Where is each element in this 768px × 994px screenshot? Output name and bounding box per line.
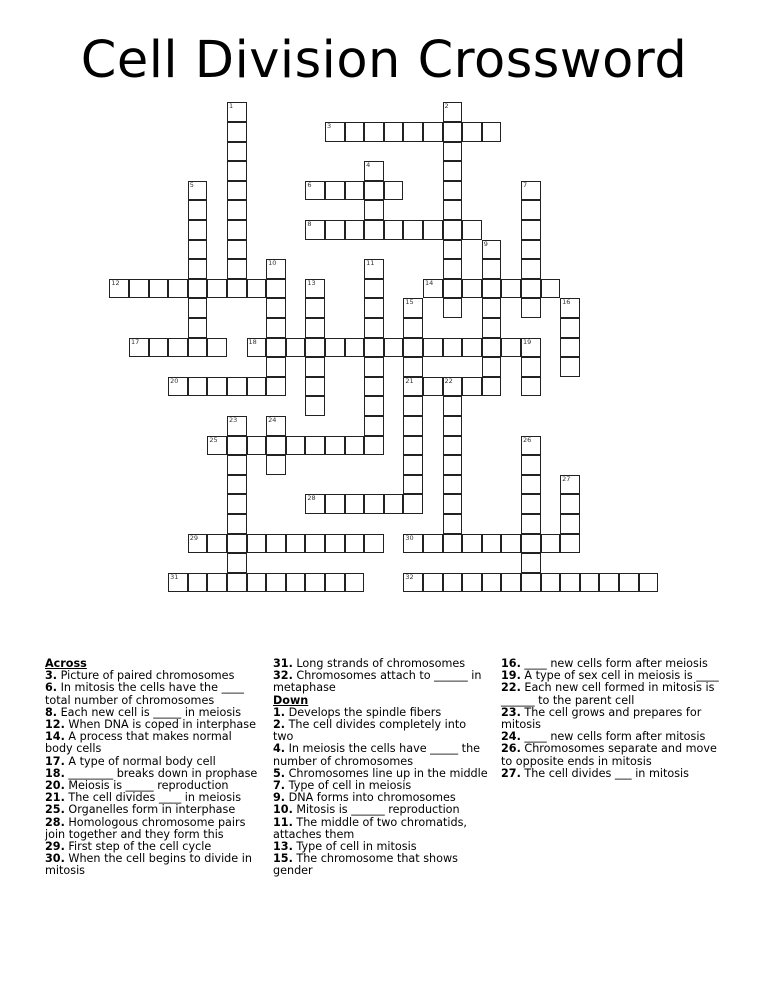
grid-cell[interactable] bbox=[403, 573, 423, 593]
grid-cell[interactable] bbox=[247, 279, 267, 299]
grid-cell[interactable] bbox=[305, 377, 325, 397]
grid-cell[interactable] bbox=[207, 338, 227, 358]
grid-cell[interactable] bbox=[227, 181, 247, 201]
grid-cell[interactable] bbox=[227, 240, 247, 260]
grid-cell[interactable] bbox=[443, 142, 463, 162]
grid-cell[interactable] bbox=[501, 279, 521, 299]
cell-number: 2 bbox=[444, 102, 449, 111]
grid-cell[interactable] bbox=[227, 259, 247, 279]
grid-cell[interactable] bbox=[443, 102, 463, 122]
clue-down-16: 16. ____ new cells form after meiosis bbox=[501, 657, 708, 670]
grid-cell[interactable] bbox=[286, 338, 306, 358]
grid-cell[interactable] bbox=[462, 573, 482, 593]
clue-across-8: 8. Each new cell is _____ in meiosis bbox=[45, 705, 242, 719]
grid-cell[interactable] bbox=[168, 573, 188, 593]
grid-cell[interactable] bbox=[149, 338, 169, 358]
grid-cell[interactable] bbox=[227, 573, 247, 593]
clues-column-1 bbox=[45, 658, 260, 878]
clue-down-26: 26. Chromosomes separate and move to opposite ends in mitosis bbox=[501, 742, 717, 768]
grid-cell[interactable] bbox=[364, 338, 384, 358]
grid-cell[interactable] bbox=[266, 259, 286, 279]
grid-cell[interactable] bbox=[188, 298, 208, 318]
grid-cell[interactable] bbox=[168, 338, 188, 358]
cell-number: 29 bbox=[189, 533, 199, 542]
grid-cell[interactable] bbox=[560, 298, 580, 318]
cell-number: 24 bbox=[268, 415, 277, 424]
grid-cell[interactable] bbox=[325, 338, 345, 358]
grid-cell[interactable] bbox=[188, 240, 208, 260]
cell-number: 12 bbox=[111, 278, 120, 287]
grid-cell[interactable] bbox=[403, 220, 423, 240]
cell-number: 14 bbox=[424, 278, 434, 287]
grid-cell[interactable] bbox=[443, 396, 463, 416]
grid-cell[interactable] bbox=[443, 377, 463, 397]
grid-cell[interactable] bbox=[560, 475, 580, 495]
grid-cell[interactable] bbox=[501, 534, 521, 554]
grid-cell[interactable] bbox=[247, 573, 267, 593]
grid-cell[interactable] bbox=[188, 200, 208, 220]
grid-cell[interactable] bbox=[482, 279, 502, 299]
grid-cell[interactable] bbox=[247, 377, 267, 397]
clue-across-12: 12. When DNA is coped in interphase bbox=[45, 718, 256, 732]
grid-cell[interactable] bbox=[521, 534, 541, 554]
grid-cell[interactable] bbox=[305, 436, 325, 456]
grid-cell[interactable] bbox=[266, 318, 286, 338]
grid-cell[interactable] bbox=[364, 396, 384, 416]
grid-cell[interactable] bbox=[462, 279, 482, 299]
grid-cell[interactable] bbox=[403, 122, 423, 142]
cell-number: 20 bbox=[170, 376, 179, 385]
grid-cell[interactable] bbox=[482, 534, 502, 554]
grid-cell[interactable] bbox=[482, 573, 502, 593]
cell-number: 3 bbox=[326, 121, 332, 130]
cell-number: 19 bbox=[522, 337, 532, 346]
grid-cell[interactable] bbox=[443, 240, 463, 260]
clue-down-9: 9. DNA forms into chromosomes bbox=[273, 791, 456, 805]
grid-cell[interactable] bbox=[560, 534, 580, 554]
grid-cell[interactable] bbox=[305, 534, 325, 554]
grid-cell[interactable] bbox=[403, 494, 423, 514]
grid-cell[interactable] bbox=[521, 573, 541, 593]
cell-number: 26 bbox=[522, 435, 532, 444]
grid-cell[interactable] bbox=[345, 220, 365, 240]
grid-cell[interactable] bbox=[188, 279, 208, 299]
clues-column-3 bbox=[501, 658, 721, 780]
grid-cell[interactable] bbox=[403, 377, 423, 397]
grid-cell[interactable] bbox=[482, 357, 502, 377]
grid-cell[interactable] bbox=[188, 338, 208, 358]
grid-cell[interactable] bbox=[207, 573, 227, 593]
grid-cell[interactable] bbox=[443, 436, 463, 456]
grid-cell[interactable] bbox=[286, 573, 306, 593]
grid-cell[interactable] bbox=[443, 475, 463, 495]
grid-cell[interactable] bbox=[423, 534, 443, 554]
clue-across-30: 30. When the cell begins to divide in mitosis bbox=[45, 852, 252, 878]
cell-number: 23 bbox=[228, 415, 238, 424]
grid-cell[interactable] bbox=[560, 357, 580, 377]
grid-cell[interactable] bbox=[403, 436, 423, 456]
grid-cell[interactable] bbox=[305, 220, 325, 240]
grid-cell[interactable] bbox=[423, 220, 443, 240]
grid-cell[interactable] bbox=[384, 122, 404, 142]
grid-cell[interactable] bbox=[443, 298, 463, 318]
grid-cell[interactable] bbox=[443, 259, 463, 279]
grid-cell[interactable] bbox=[266, 298, 286, 318]
grid-cell[interactable] bbox=[286, 436, 306, 456]
cell-number: 18 bbox=[248, 337, 257, 346]
grid-cell[interactable] bbox=[541, 534, 561, 554]
grid-cell[interactable] bbox=[423, 573, 443, 593]
grid-cell[interactable] bbox=[384, 338, 404, 358]
grid-cell[interactable] bbox=[325, 122, 345, 142]
grid-cell[interactable] bbox=[364, 534, 384, 554]
grid-cell[interactable] bbox=[501, 338, 521, 358]
grid-cell[interactable] bbox=[207, 377, 227, 397]
cell-number: 31 bbox=[170, 572, 179, 581]
clue-across-20: 20. Meiosis is _____ reproduction bbox=[45, 779, 229, 793]
cell-number: 9 bbox=[483, 239, 488, 248]
grid-cell[interactable] bbox=[403, 298, 423, 318]
grid-cell[interactable] bbox=[227, 514, 247, 534]
grid-cell[interactable] bbox=[227, 455, 247, 475]
grid-cell[interactable] bbox=[423, 122, 443, 142]
cell-number: 4 bbox=[366, 161, 371, 170]
clue-down-27: 27. The cell divides ___ in mitosis bbox=[501, 766, 689, 780]
clue-across-17: 17. A type of normal body cell bbox=[45, 754, 216, 768]
clue-down-22: 22. Each new cell formed in mitosis is ______ to the parent cell bbox=[501, 681, 715, 707]
grid-cell[interactable] bbox=[521, 220, 541, 240]
grid-cell[interactable] bbox=[227, 279, 247, 299]
grid-cell[interactable] bbox=[227, 416, 247, 436]
clue-across-6: 6. In mitosis the cells have the ____ total number of chromosomes bbox=[45, 681, 244, 707]
grid-cell[interactable] bbox=[462, 122, 482, 142]
grid-cell[interactable] bbox=[227, 534, 247, 554]
grid-cell[interactable] bbox=[423, 377, 443, 397]
clue-across-18: 18. ________ breaks down in prophase bbox=[45, 766, 258, 780]
grid-cell[interactable] bbox=[521, 298, 541, 318]
grid-cell[interactable] bbox=[345, 573, 365, 593]
cell-number: 22 bbox=[444, 376, 453, 385]
grid-cell[interactable] bbox=[364, 298, 384, 318]
cell-number: 15 bbox=[405, 298, 414, 307]
grid-cell[interactable] bbox=[364, 279, 384, 299]
grid-cell[interactable] bbox=[384, 181, 404, 201]
grid-cell[interactable] bbox=[560, 318, 580, 338]
grid-cell[interactable] bbox=[443, 534, 463, 554]
clue-across-14: 14. A process that makes normal body cells bbox=[45, 730, 232, 756]
grid-cell[interactable] bbox=[188, 318, 208, 338]
grid-cell[interactable] bbox=[266, 279, 286, 299]
grid-cell[interactable] bbox=[541, 279, 561, 299]
grid-cell[interactable] bbox=[364, 436, 384, 456]
clue-down-15: 15. The chromosome that shows gender bbox=[273, 852, 458, 878]
grid-cell[interactable] bbox=[462, 338, 482, 358]
grid-cell[interactable] bbox=[560, 338, 580, 358]
clue-down-24: 24. ____ new cells form after mitosis bbox=[501, 730, 706, 744]
grid-cell[interactable] bbox=[266, 377, 286, 397]
grid-cell[interactable] bbox=[305, 298, 325, 318]
clue-down-13: 13. Type of cell in mitosis bbox=[273, 840, 417, 854]
grid-cell[interactable] bbox=[521, 436, 541, 456]
grid-cell[interactable] bbox=[227, 102, 247, 122]
grid-cell[interactable] bbox=[364, 220, 384, 240]
grid-cell[interactable] bbox=[345, 122, 365, 142]
grid-cell[interactable] bbox=[521, 514, 541, 534]
grid-cell[interactable] bbox=[168, 279, 188, 299]
clue-down-1: 1. Develops the spindle fibers bbox=[273, 705, 442, 719]
clue-down-5: 5. Chromosomes line up in the middle bbox=[273, 766, 488, 780]
grid-cell[interactable] bbox=[403, 416, 423, 436]
across-heading: Across bbox=[45, 657, 87, 670]
grid-cell[interactable] bbox=[639, 573, 659, 593]
grid-cell[interactable] bbox=[109, 279, 129, 299]
clue-down-2: 2. The cell divides completely into two bbox=[273, 718, 467, 744]
grid-cell[interactable] bbox=[521, 240, 541, 260]
cell-number: 13 bbox=[307, 278, 316, 287]
grid-cell[interactable] bbox=[345, 436, 365, 456]
grid-cell[interactable] bbox=[403, 318, 423, 338]
grid-cell[interactable] bbox=[266, 455, 286, 475]
grid-cell[interactable] bbox=[521, 181, 541, 201]
grid-cell[interactable] bbox=[443, 338, 463, 358]
cell-number: 8 bbox=[307, 219, 312, 228]
grid-cell[interactable] bbox=[482, 298, 502, 318]
grid-cell[interactable] bbox=[443, 514, 463, 534]
grid-cell[interactable] bbox=[227, 377, 247, 397]
clue-down-19: 19. A type of sex cell in meiosis is ____ bbox=[501, 669, 719, 683]
cell-number: 28 bbox=[307, 494, 316, 503]
grid-cell[interactable] bbox=[384, 494, 404, 514]
grid-cell[interactable] bbox=[364, 357, 384, 377]
grid-cell[interactable] bbox=[168, 377, 188, 397]
grid-cell[interactable] bbox=[325, 181, 345, 201]
grid-cell[interactable] bbox=[403, 455, 423, 475]
grid-cell[interactable] bbox=[266, 338, 286, 358]
grid-cell[interactable] bbox=[560, 573, 580, 593]
grid-cell[interactable] bbox=[521, 200, 541, 220]
grid-cell[interactable] bbox=[443, 279, 463, 299]
grid-cell[interactable] bbox=[305, 357, 325, 377]
grid-cell[interactable] bbox=[188, 220, 208, 240]
grid-cell[interactable] bbox=[403, 396, 423, 416]
grid-cell[interactable] bbox=[599, 573, 619, 593]
clue-across-28: 28. Homologous chromosome pairs join together and they form this bbox=[45, 815, 246, 841]
grid-cell[interactable] bbox=[521, 377, 541, 397]
grid-cell[interactable] bbox=[325, 220, 345, 240]
grid-cell[interactable] bbox=[345, 534, 365, 554]
cell-number: 1 bbox=[228, 102, 234, 111]
clues-column-2 bbox=[273, 658, 488, 878]
grid-cell[interactable] bbox=[345, 494, 365, 514]
grid-cell[interactable] bbox=[188, 573, 208, 593]
grid-cell[interactable] bbox=[227, 436, 247, 456]
clue-down-23: 23. The cell grows and prepares for mitosis bbox=[501, 705, 702, 732]
grid-cell[interactable] bbox=[443, 455, 463, 475]
grid-cell[interactable] bbox=[364, 377, 384, 397]
cell-number: 7 bbox=[522, 180, 528, 189]
grid-cell[interactable] bbox=[482, 377, 502, 397]
grid-cell[interactable] bbox=[364, 181, 384, 201]
cell-number: 6 bbox=[307, 180, 312, 189]
clue-down-11: 11. The middle of two chromatids, attaches them bbox=[273, 815, 467, 841]
grid-cell[interactable] bbox=[325, 436, 345, 456]
grid-cell[interactable] bbox=[247, 534, 267, 554]
grid-cell[interactable] bbox=[443, 161, 463, 181]
grid-cell[interactable] bbox=[149, 279, 169, 299]
grid-cell[interactable] bbox=[266, 534, 286, 554]
cell-number: 17 bbox=[130, 337, 140, 346]
clue-across-3: 3. Picture of paired chromosomes bbox=[45, 669, 235, 683]
grid-cell[interactable] bbox=[482, 338, 502, 358]
grid-cell[interactable] bbox=[227, 142, 247, 162]
grid-cell[interactable] bbox=[188, 534, 208, 554]
grid-cell[interactable] bbox=[305, 573, 325, 593]
grid-cell[interactable] bbox=[501, 573, 521, 593]
grid-cell[interactable] bbox=[364, 259, 384, 279]
grid-cell[interactable] bbox=[443, 220, 463, 240]
grid-cell[interactable] bbox=[188, 259, 208, 279]
grid-cell[interactable] bbox=[364, 318, 384, 338]
grid-cell[interactable] bbox=[305, 279, 325, 299]
clue-down-7: 7. Type of cell in meiosis bbox=[273, 779, 412, 793]
grid-cell[interactable] bbox=[403, 357, 423, 377]
grid-cell[interactable] bbox=[286, 534, 306, 554]
grid-cell[interactable] bbox=[227, 475, 247, 495]
clue-across-21: 21. The cell divides ____ in meiosis bbox=[45, 791, 242, 805]
clue-across-31: 31. Long strands of chromosomes bbox=[273, 657, 466, 670]
cell-number: 16 bbox=[562, 298, 571, 307]
crossword-grid bbox=[110, 103, 670, 603]
grid-cell[interactable] bbox=[305, 494, 325, 514]
grid-cell[interactable] bbox=[619, 573, 639, 593]
grid-cell[interactable] bbox=[482, 122, 502, 142]
grid-cell[interactable] bbox=[129, 279, 149, 299]
grid-cell[interactable] bbox=[266, 573, 286, 593]
grid-cell[interactable] bbox=[227, 161, 247, 181]
grid-cell[interactable] bbox=[482, 318, 502, 338]
grid-cell[interactable] bbox=[521, 279, 541, 299]
grid-cell[interactable] bbox=[580, 573, 600, 593]
grid-cell[interactable] bbox=[325, 534, 345, 554]
grid-cell[interactable] bbox=[462, 377, 482, 397]
down-heading: Down bbox=[273, 693, 309, 707]
grid-cell[interactable] bbox=[364, 161, 384, 181]
cell-number: 11 bbox=[366, 259, 375, 268]
grid-cell[interactable] bbox=[266, 416, 286, 436]
clue-across-25: 25. Organelles form in interphase bbox=[45, 803, 236, 817]
grid-cell[interactable] bbox=[188, 181, 208, 201]
grid-cell[interactable] bbox=[364, 416, 384, 436]
grid-cell[interactable] bbox=[364, 122, 384, 142]
cell-number: 5 bbox=[189, 180, 194, 189]
grid-cell[interactable] bbox=[521, 338, 541, 358]
grid-cell[interactable] bbox=[305, 318, 325, 338]
grid-cell[interactable] bbox=[423, 279, 443, 299]
clue-down-10: 10. Mitosis is ______ reproduction bbox=[273, 803, 460, 817]
grid-cell[interactable] bbox=[560, 494, 580, 514]
grid-cell[interactable] bbox=[364, 494, 384, 514]
cell-number: 25 bbox=[209, 435, 218, 444]
grid-cell[interactable] bbox=[443, 200, 463, 220]
grid-cell[interactable] bbox=[443, 573, 463, 593]
cell-number: 10 bbox=[268, 259, 277, 268]
grid-cell[interactable] bbox=[443, 416, 463, 436]
grid-cell[interactable] bbox=[521, 455, 541, 475]
grid-cell[interactable] bbox=[305, 181, 325, 201]
grid-cell[interactable] bbox=[560, 514, 580, 534]
grid-cell[interactable] bbox=[227, 122, 247, 142]
cell-number: 21 bbox=[405, 376, 414, 385]
grid-cell[interactable] bbox=[521, 357, 541, 377]
page-title: Cell Division Crossword bbox=[80, 31, 688, 90]
grid-cell[interactable] bbox=[443, 181, 463, 201]
grid-cell[interactable] bbox=[129, 338, 149, 358]
clue-across-32: 32. Chromosomes attach to ______ in metaphase bbox=[273, 669, 482, 695]
grid-cell[interactable] bbox=[521, 259, 541, 279]
grid-cell[interactable] bbox=[266, 357, 286, 377]
grid-cell[interactable] bbox=[247, 338, 267, 358]
grid-cell[interactable] bbox=[364, 200, 384, 220]
grid-cell[interactable] bbox=[403, 338, 423, 358]
grid-cell[interactable] bbox=[423, 338, 443, 358]
clue-down-4: 4. In meiosis the cells have _____ the number of chromosomes bbox=[273, 742, 481, 768]
cell-number: 27 bbox=[562, 474, 571, 483]
grid-cell[interactable] bbox=[521, 553, 541, 573]
grid-cell[interactable] bbox=[227, 220, 247, 240]
grid-cell[interactable] bbox=[207, 279, 227, 299]
cell-number: 30 bbox=[405, 533, 414, 542]
grid-cell[interactable] bbox=[227, 494, 247, 514]
clue-across-29: 29. First step of the cell cycle bbox=[45, 840, 212, 854]
grid-cell[interactable] bbox=[384, 220, 404, 240]
grid-cell[interactable] bbox=[247, 436, 267, 456]
grid-cell[interactable] bbox=[325, 573, 345, 593]
grid-cell[interactable] bbox=[207, 436, 227, 456]
grid-cell[interactable] bbox=[482, 240, 502, 260]
grid-cell[interactable] bbox=[462, 220, 482, 240]
grid-cell[interactable] bbox=[345, 338, 365, 358]
grid-cell[interactable] bbox=[521, 475, 541, 495]
grid-cell[interactable] bbox=[541, 573, 561, 593]
grid-cell[interactable] bbox=[227, 553, 247, 573]
grid-cell[interactable] bbox=[305, 396, 325, 416]
grid-cell[interactable] bbox=[521, 494, 541, 514]
grid-cell[interactable] bbox=[443, 122, 463, 142]
grid-cell[interactable] bbox=[305, 338, 325, 358]
grid-cell[interactable] bbox=[188, 377, 208, 397]
grid-cell[interactable] bbox=[207, 534, 227, 554]
grid-cell[interactable] bbox=[462, 534, 482, 554]
grid-cell[interactable] bbox=[403, 534, 423, 554]
cell-number: 32 bbox=[405, 572, 414, 581]
grid-cell[interactable] bbox=[345, 181, 365, 201]
grid-cell[interactable] bbox=[227, 200, 247, 220]
grid-cell[interactable] bbox=[443, 494, 463, 514]
grid-cell[interactable] bbox=[266, 436, 286, 456]
grid-cell[interactable] bbox=[482, 259, 502, 279]
grid-cell[interactable] bbox=[325, 494, 345, 514]
grid-cell[interactable] bbox=[403, 475, 423, 495]
